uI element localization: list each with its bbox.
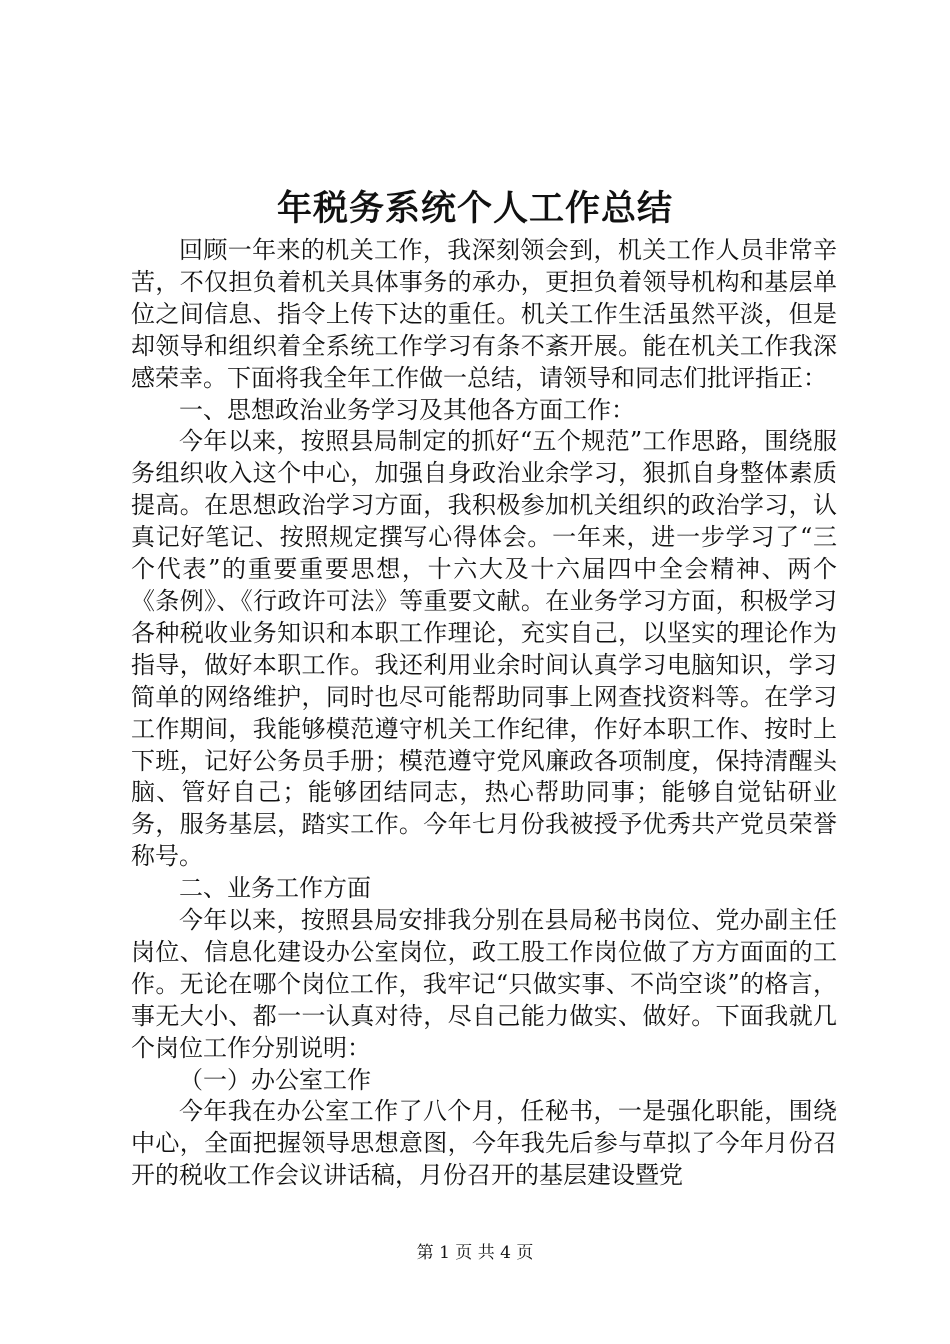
section-heading-1: 一、思想政治业务学习及其他各方面工作： [179, 395, 635, 424]
paragraph-business: 今年以来，按照县局安排我分别在县局秘书岗位、党办副主任岗位、信息化建设办公室岗位，政工股工作岗位做了方方面面的工作。无论在哪个岗位工作，我牢记“只做实事、不尚空谈”的格言，事无大小、都一一认真对待，尽自己能力做实、做好。下面我就几个岗位工作分别说明： [131, 906, 837, 1062]
document-title: 年税务系统个人工作总结 [276, 188, 673, 229]
paragraph-intro: 回顾一年来的机关工作，我深刻领会到，机关工作人员非常辛苦，不仅担负着机关具体事务的承办，更担负着领导机构和基层单位之间信息、指令上传下达的重任。机关工作生活虽然平淡，但是却领导和组织着全系统工作学习有条不紊开展。能在机关工作我深感荣幸。下面将我全年工作做一总结，请领导和同志们批评指正： [131, 236, 837, 392]
document-body [131, 235, 837, 1192]
page-footer: 第 1 页 共 4 页 [416, 1243, 534, 1263]
paragraph-office: 今年我在办公室工作了八个月，任秘书，一是强化职能，围绕中心，全面把握领导思想意图，今年我先后参与草拟了今年月份召开的税收工作会议讲话稿，月份召开的基层建设暨党 [131, 1097, 837, 1190]
paragraph-study: 今年以来，按照县局制定的抓好“五个规范”工作思路，围绕服务组织收入这个中心，加强自身政治业余学习，狠抓自身整体素质提高。在思想政治学习方面，我积极参加机关组织的政治学习，认真记好笔记、按照规定撰写心得体会。一年来，进一步学习了“三个代表”的重要重要思想，十六大及十六届四中全会精神、两个《条例》、《行政许可法》等重要文献。在业务学习方面，积极学习各种税收业务知识和本职工作理论，充实自己，以坚实的理论作为指导，做好本职工作。我还利用业余时间认真学习电脑知识，学习简单的网络维护，同时也尽可能帮助同事上网查找资料等。在学习工作期间，我能够模范遵守机关工作纪律，作好本职工作、按时上下班，记好公务员手册；模范遵守党风廉政各项制度，保持清醒头脑、管好自己；能够团结同志，热心帮助同事；能够自觉钻研业务，服务基层，踏实工作。今年七月份我被授予优秀共产党员荣誉称号。 [131, 427, 837, 871]
subsection-heading-office: （一）办公室工作 [179, 1065, 371, 1094]
section-heading-2: 二、业务工作方面 [179, 874, 371, 903]
